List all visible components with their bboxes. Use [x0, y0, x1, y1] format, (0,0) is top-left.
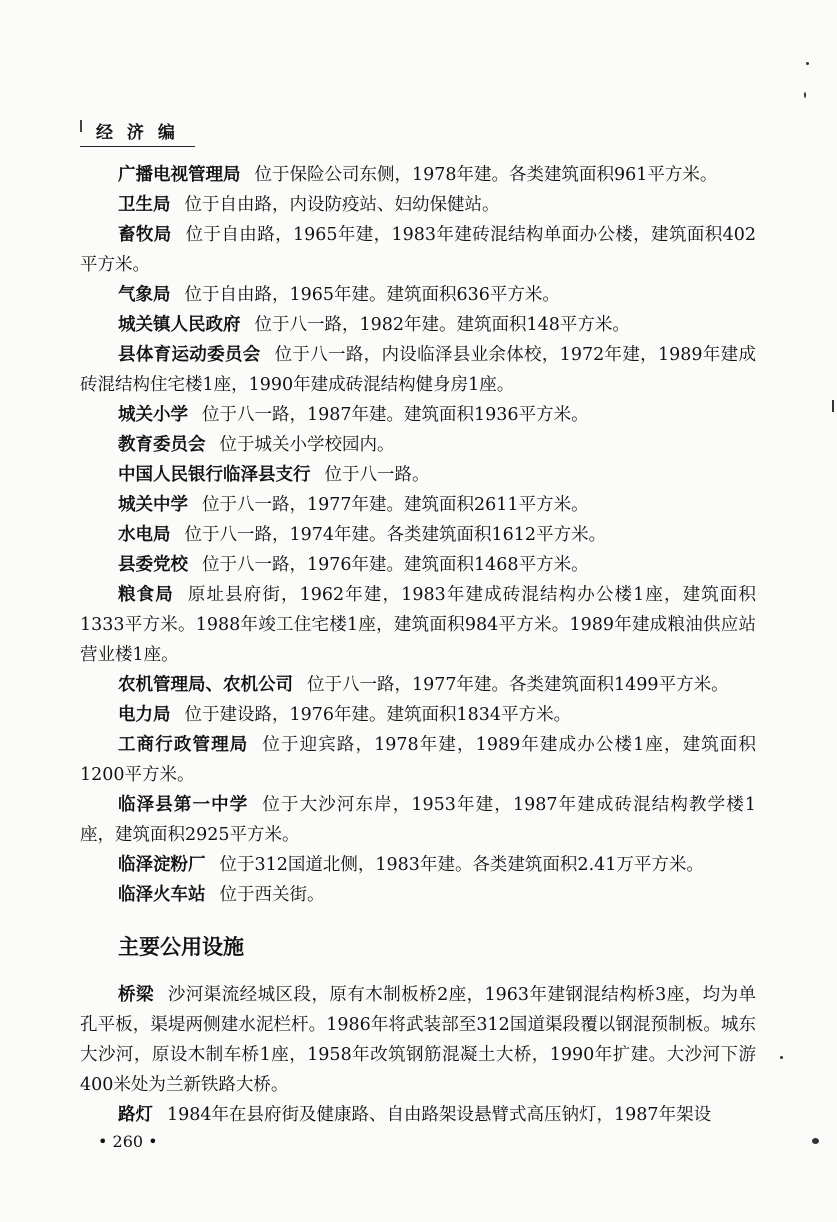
scan-speck	[806, 62, 809, 65]
entry-text: 位于迎宾路，1978年建，1989年建成办公楼1座，建筑面积1200平方米。	[80, 735, 756, 785]
entry-text: 位于八一路，1987年建。建筑面积1936平方米。	[202, 405, 589, 425]
header-rule	[80, 146, 195, 147]
entry-paragraph	[80, 700, 756, 730]
entry-paragraph	[80, 490, 756, 520]
entry-text: 位于312国道北侧，1983年建。各类建筑面积2.41万平方米。	[219, 855, 704, 875]
entry-paragraph	[80, 160, 756, 190]
entry-title: 县体育运动委员会	[118, 345, 261, 365]
entry-text: 位于大沙河东岸，1953年建，1987年建成砖混结构教学楼1座，建筑面积2925平方米。	[80, 795, 756, 845]
entry-text: 位于八一路，1982年建。建筑面积148平方米。	[254, 315, 630, 335]
entry-title: 临泽县第一中学	[118, 795, 249, 815]
entry-paragraph	[80, 340, 756, 400]
entry-paragraph	[80, 460, 756, 490]
entry-title: 临泽火车站	[118, 885, 206, 905]
entry-text: 位于西关街。	[219, 885, 325, 905]
entry-title: 卫生局	[118, 195, 171, 215]
page-number: • 260 •	[98, 1132, 158, 1151]
scan-speck	[832, 400, 834, 412]
entry-title: 城关镇人民政府	[118, 315, 241, 335]
entry-title: 广播电视管理局	[118, 165, 241, 185]
entry-text: 原址县府街，1962年建，1983年建成砖混结构办公楼1座，建筑面积1333平方米。1988年竣工住宅楼1座，建筑面积984平方米。1989年建成粮油供应站营业楼1座。	[80, 585, 756, 665]
entry-paragraph	[80, 880, 756, 910]
entry-text: 位于保险公司东侧，1978年建。各类建筑面积961平方米。	[254, 165, 718, 185]
entry-text: 位于八一路。	[324, 465, 430, 485]
body-text	[80, 160, 756, 1130]
entry-title: 粮食局	[118, 585, 174, 605]
entry-title: 城关小学	[118, 405, 188, 425]
entry-text: 沙河渠流经城区段，原有木制板桥2座，1963年建钢混结构桥3座，均为单孔平板，渠堤两侧建水泥栏杆。1986年将武装部至312国道渠段覆以钢混预制板。城东大沙河，原设木制车桥1座，1958年改筑钢筋混凝土大桥，1990年扩建。大沙河下游400米处为兰新铁路大桥。	[80, 985, 756, 1095]
entry-title: 气象局	[118, 285, 171, 305]
running-head: 经 济 编	[96, 123, 179, 143]
entry-paragraph	[80, 220, 756, 280]
entry-text: 位于自由路，内设防疫站、妇幼保健站。	[184, 195, 500, 215]
entry-paragraph	[80, 1100, 756, 1130]
entry-text: 位于城关小学校园内。	[219, 435, 395, 455]
entry-title: 中国人民银行临泽县支行	[118, 465, 311, 485]
entry-paragraph	[80, 850, 756, 880]
entry-paragraph	[80, 670, 756, 700]
entry-paragraph	[80, 400, 756, 430]
entry-title: 电力局	[118, 705, 171, 725]
entry-paragraph	[80, 310, 756, 340]
entry-text: 位于建设路，1976年建。建筑面积1834平方米。	[184, 705, 572, 725]
entry-paragraph	[80, 730, 756, 790]
entry-title: 教育委员会	[118, 435, 206, 455]
entry-text: 位于自由路，1965年建，1983年建砖混结构单面办公楼，建筑面积402平方米。	[80, 225, 756, 275]
entry-paragraph	[80, 980, 756, 1100]
scan-speck	[780, 1056, 783, 1059]
entry-paragraph	[80, 280, 756, 310]
entry-text: 1984年在县府街及健康路、自由路架设悬臂式高压钠灯，1987年架设	[167, 1105, 712, 1125]
entry-title: 农机管理局、农机公司	[118, 675, 293, 695]
section-heading: 主要公用设施	[118, 935, 244, 959]
entry-title: 畜牧局	[118, 225, 172, 245]
entry-text: 位于八一路，1977年建。各类建筑面积1499平方米。	[307, 675, 729, 695]
entry-text: 位于八一路，1974年建。各类建筑面积1612平方米。	[184, 525, 607, 545]
entry-title: 工商行政管理局	[118, 735, 249, 755]
entry-title: 路灯	[118, 1105, 153, 1125]
entry-paragraph	[80, 580, 756, 670]
scan-speck	[804, 92, 806, 98]
entry-title: 桥梁	[118, 985, 154, 1005]
margin-mark	[80, 120, 82, 132]
entry-text: 位于八一路，内设临泽县业余体校，1972年建，1989年建成砖混结构住宅楼1座，1990年建成砖混结构健身房1座。	[80, 345, 756, 395]
entry-title: 水电局	[118, 525, 171, 545]
entry-paragraph	[80, 550, 756, 580]
scan-speck	[812, 1138, 819, 1144]
entry-title: 县委党校	[118, 555, 188, 575]
entry-text: 位于自由路，1965年建。建筑面积636平方米。	[184, 285, 560, 305]
entry-paragraph	[80, 790, 756, 850]
entry-title: 临泽淀粉厂	[118, 855, 206, 875]
entry-paragraph	[80, 190, 756, 220]
entry-text: 位于八一路，1976年建。建筑面积1468平方米。	[202, 555, 589, 575]
entry-text: 位于八一路，1977年建。建筑面积2611平方米。	[202, 495, 589, 515]
entry-paragraph	[80, 520, 756, 550]
entry-title: 城关中学	[118, 495, 188, 515]
entry-paragraph	[80, 430, 756, 460]
